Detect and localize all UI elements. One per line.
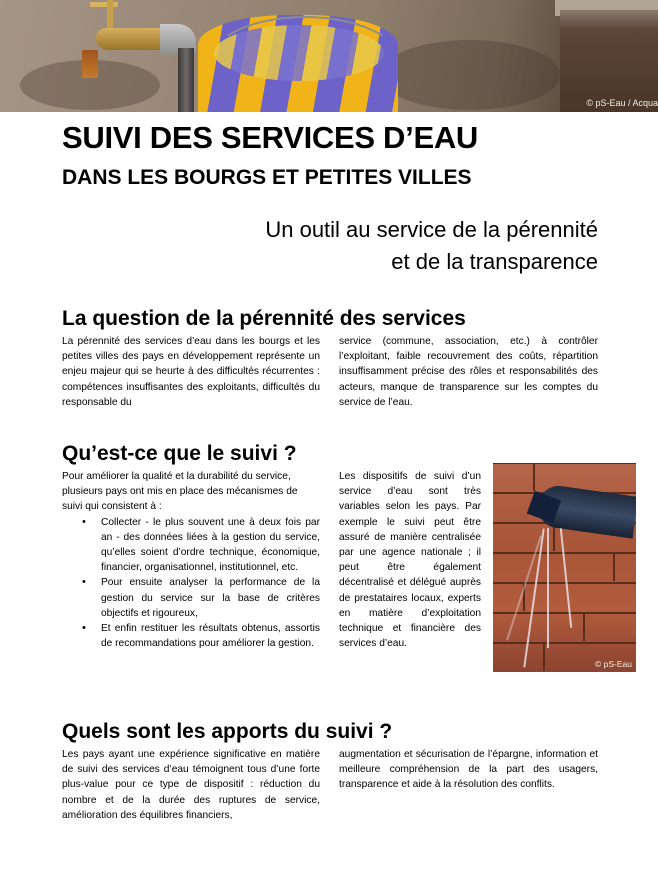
photo-credit: © pS-Eau (595, 659, 632, 669)
tagline-line-2: et de la transparence (391, 249, 598, 274)
tap-water-photo (493, 463, 636, 672)
brick-joint (583, 613, 585, 641)
section-apports-col2 (339, 747, 598, 793)
section-heading-perennite: La question de la pérennité des services (62, 307, 466, 330)
header-photo (0, 0, 658, 112)
photo-credit: © pS-Eau / Acqua (586, 98, 658, 108)
tap-spout (82, 50, 98, 78)
paragraph: Pour améliorer la qualité et la durabilité du service, plusieurs pays ont mis en place des mécanismes de suivi qui consistent à : (62, 471, 298, 513)
brick-joint (613, 553, 615, 581)
tap-handle-top (90, 2, 118, 7)
document-subtitle: DANS LES BOURGS ET PETITES VILLES (62, 166, 472, 189)
tagline-line-1: Un outil au service de la pérennité (265, 217, 598, 242)
paragraph: Les pays ayant une expérience significative en matière de suivi des services d’eau témoignent tous d’une forte plus-value pour ce type de dispositif : réduction du nombre et de la durée des ruptures de service, amélioration des équilibres financiers, (62, 749, 320, 821)
brass-tap (96, 28, 164, 50)
water-spray (506, 535, 542, 640)
ground-shadow (380, 40, 560, 110)
paragraph: augmentation et sécurisation de l’épargne, information et meilleure compréhension de la part des usagers, transparence et aide à la résolution des conflits. (339, 749, 598, 791)
tap-handle (107, 0, 113, 30)
paragraph: La pérennité des services d’eau dans les bourgs et les petites villes des pays en développement représente un enjeu majeur qui se heurte à des difficultés récurrentes : compétences insuffisantes des exploitants, difficultés du responsable du (62, 336, 320, 408)
section-perennite-col2 (339, 334, 598, 410)
bullet-list (62, 515, 320, 652)
water-stream (547, 528, 549, 648)
list-item: • Et enfin restituer les résultats obtenus, assortis de recommandations pour améliorer la gestion. (62, 621, 320, 651)
water-stream (523, 529, 544, 668)
section-heading-apports: Quels sont les apports du suivi ? (62, 720, 393, 743)
section-heading-suivi: Qu’est-ce que le suivi ? (62, 442, 297, 465)
list-item: • Pour ensuite analyser la performance de la gestion du service sur la base de critères objectifs et rigoureux, (62, 575, 320, 621)
section-apports-col1 (62, 747, 320, 823)
section-suivi-col2 (339, 469, 481, 651)
section-perennite-col1 (62, 334, 320, 410)
brick-joint (533, 463, 535, 491)
paragraph: Les dispositifs de suivi d’un service d’eau sont très variables selon les pays. Par exemple le suivi peut être assuré de manière centralisée par une agence nationale ; il peut être également décentralisé et délégué auprès de prestataires locaux, experts en matière d’exploitation technique et financière des services d’eau. (339, 471, 481, 650)
section-suivi-col1 (62, 469, 320, 651)
list-item: • Collecter - le plus souvent une à deux fois par an - des données liées à la gestion du service, qu’elles soient d’ordre technique, économique, financier, organisationnel, institutionnel, etc. (62, 515, 320, 576)
wall (560, 10, 658, 112)
water-stream (560, 528, 572, 628)
tagline (265, 214, 598, 278)
bucket-handle (208, 16, 402, 110)
brick-joint (543, 643, 545, 671)
paragraph: service (commune, association, etc.) à contrôler l’exploitant, faible recouvrement des coûts, répartition insuffisamment précise des rôles et responsabilités des acteurs, manque de transparence sur les comptes du service de l’eau. (339, 336, 598, 408)
document-title: SUIVI DES SERVICES D’EAU (62, 120, 479, 155)
pipe (178, 48, 194, 112)
